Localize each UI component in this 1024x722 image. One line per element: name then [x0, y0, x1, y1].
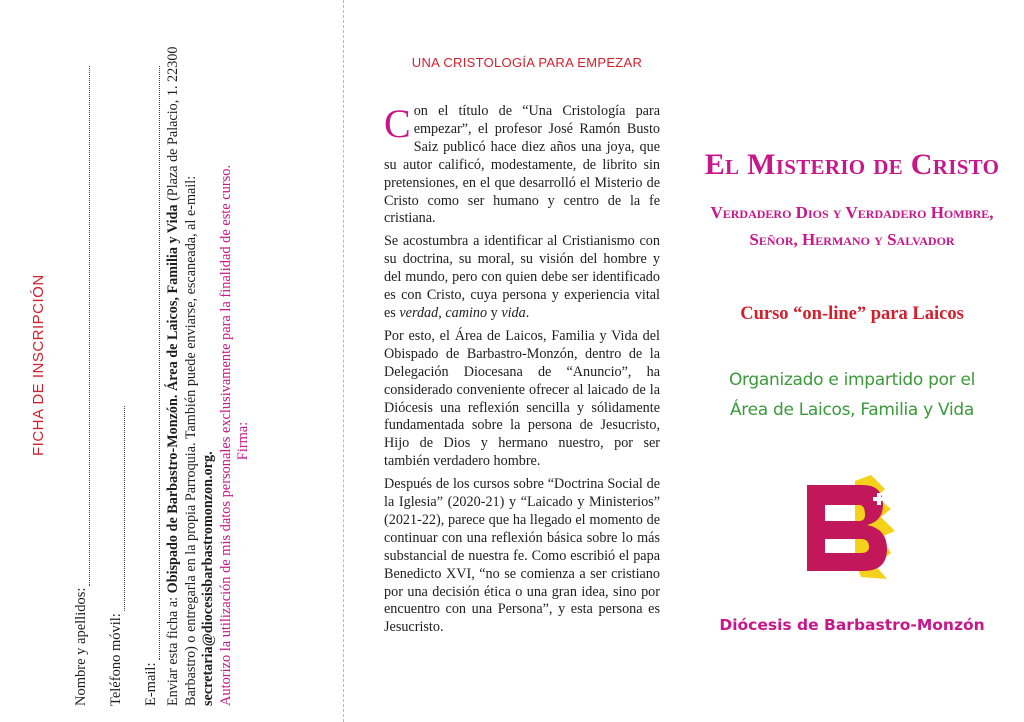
send-intro: Enviar esta ficha a:: [165, 593, 181, 706]
phone-line[interactable]: [112, 406, 125, 611]
sep-2: y: [487, 304, 502, 321]
registration-panel: [0, 0, 344, 722]
intro-paragraph-2: [384, 233, 660, 323]
diocese-name: Diócesis de Barbastro-Monzón: [719, 616, 985, 634]
email-field[interactable]: [142, 66, 160, 706]
email-label: E-mail:: [143, 662, 159, 706]
organized-line2: Área de Laicos, Familia y Vida: [729, 400, 975, 420]
intro-paragraph-1: [384, 103, 660, 228]
intro-paragraph-3: Por esto, el Área de Laicos, Familia y Vida del Obispado de Barbastro-Monzón, dentro de la Delegación Diocesana de “Anuncio”, ha considerado conveniente ofrecer al laicado de la Diócesis una reflexión sencilla y sólidamente fundamentada sobre la persona de Jesucristo, Hijo de Dios y hermano nuestro, por ser también verdadero hombre.: [384, 327, 660, 470]
word-verdad: verdad: [399, 304, 439, 321]
sep-1: ,: [438, 304, 446, 321]
organized-line1: Organizado e impartido por el: [728, 370, 976, 390]
intro-body: [384, 103, 660, 642]
word-camino: camino: [445, 304, 488, 321]
send-instructions: [165, 16, 253, 706]
p2-end: .: [525, 304, 530, 321]
cover-title: El Misterio de Cristo: [704, 148, 1000, 181]
diocese-logo-icon: [803, 475, 903, 580]
email-line[interactable]: [147, 66, 160, 661]
course-label: Curso “on-line” para Laicos: [740, 304, 964, 324]
form-title: FICHA DE INSCRIPCIÓN: [30, 274, 47, 456]
name-line[interactable]: [77, 66, 90, 586]
send-org: Obispado de Barbastro-Monzón. Área de Laicos, Familia y Vida: [165, 204, 181, 594]
dropcap: C: [384, 101, 411, 146]
name-label: Nombre y apellidos:: [73, 587, 89, 706]
cover-panel: [680, 0, 1024, 722]
registration-form: [0, 16, 344, 706]
name-field[interactable]: [72, 66, 90, 706]
send-address: (Plaza de Palacio, 1. 22300 Barbastro) o entregarla en la propia Parroquia. También puede enviarse, escaneada, al e-mail:: [165, 46, 199, 706]
intro-heading: UNA CRISTOLOGÍA PARA EMPEZAR: [411, 55, 643, 70]
cover-subtitle-line2: Señor, Hermano y Salvador: [749, 230, 955, 249]
intro-paragraph-2-text: Se acostumbra a identificar al Cristianismo con su doctrina, su moral, su visión del hombre y del mundo, pero con quien debe ser identificado es con Cristo, cuya persona y experiencia vital es: [384, 233, 660, 321]
intro-panel: [344, 0, 680, 722]
intro-paragraph-1-text: on el título de “Una Cristología para empezar”, el profesor José Ramón Busto Saiz publicó hace diez años una joya, que su autor calificó, modestamente, de librito sin pretensiones, en el que desarrolló el Misterio de Cristo como ser humano y centro de la fe cristiana.: [384, 103, 660, 227]
signature-label: Firma:: [235, 421, 252, 461]
consent-text: Autorizo la utilización de mis datos personales exclusivamente para la finalidad de este curso.: [217, 164, 234, 706]
intro-paragraph-4: Después de los cursos sobre “Doctrina Social de la Iglesia” (2020-21) y “Laicado y Ministerios” (2021-22), parece que ha llegado el momento de continuar con una reflexión básica sobre lo más substancial de nuestra fe. Como escribió el papa Benedicto XVI, “no se comienza a ser cristiano por una decisión ética o una gran idea, sino por encuentro con una Persona”, y esta persona es Jesucristo.: [384, 476, 660, 636]
phone-label: Teléfono móvil:: [108, 613, 124, 706]
send-email: secretaria@diocesisbarbastromonzon.org.: [200, 451, 217, 706]
word-vida: vida: [501, 304, 526, 321]
cover-subtitle-line1: Verdadero Dios y Verdadero Hombre,: [710, 203, 994, 222]
phone-field[interactable]: [107, 406, 125, 706]
